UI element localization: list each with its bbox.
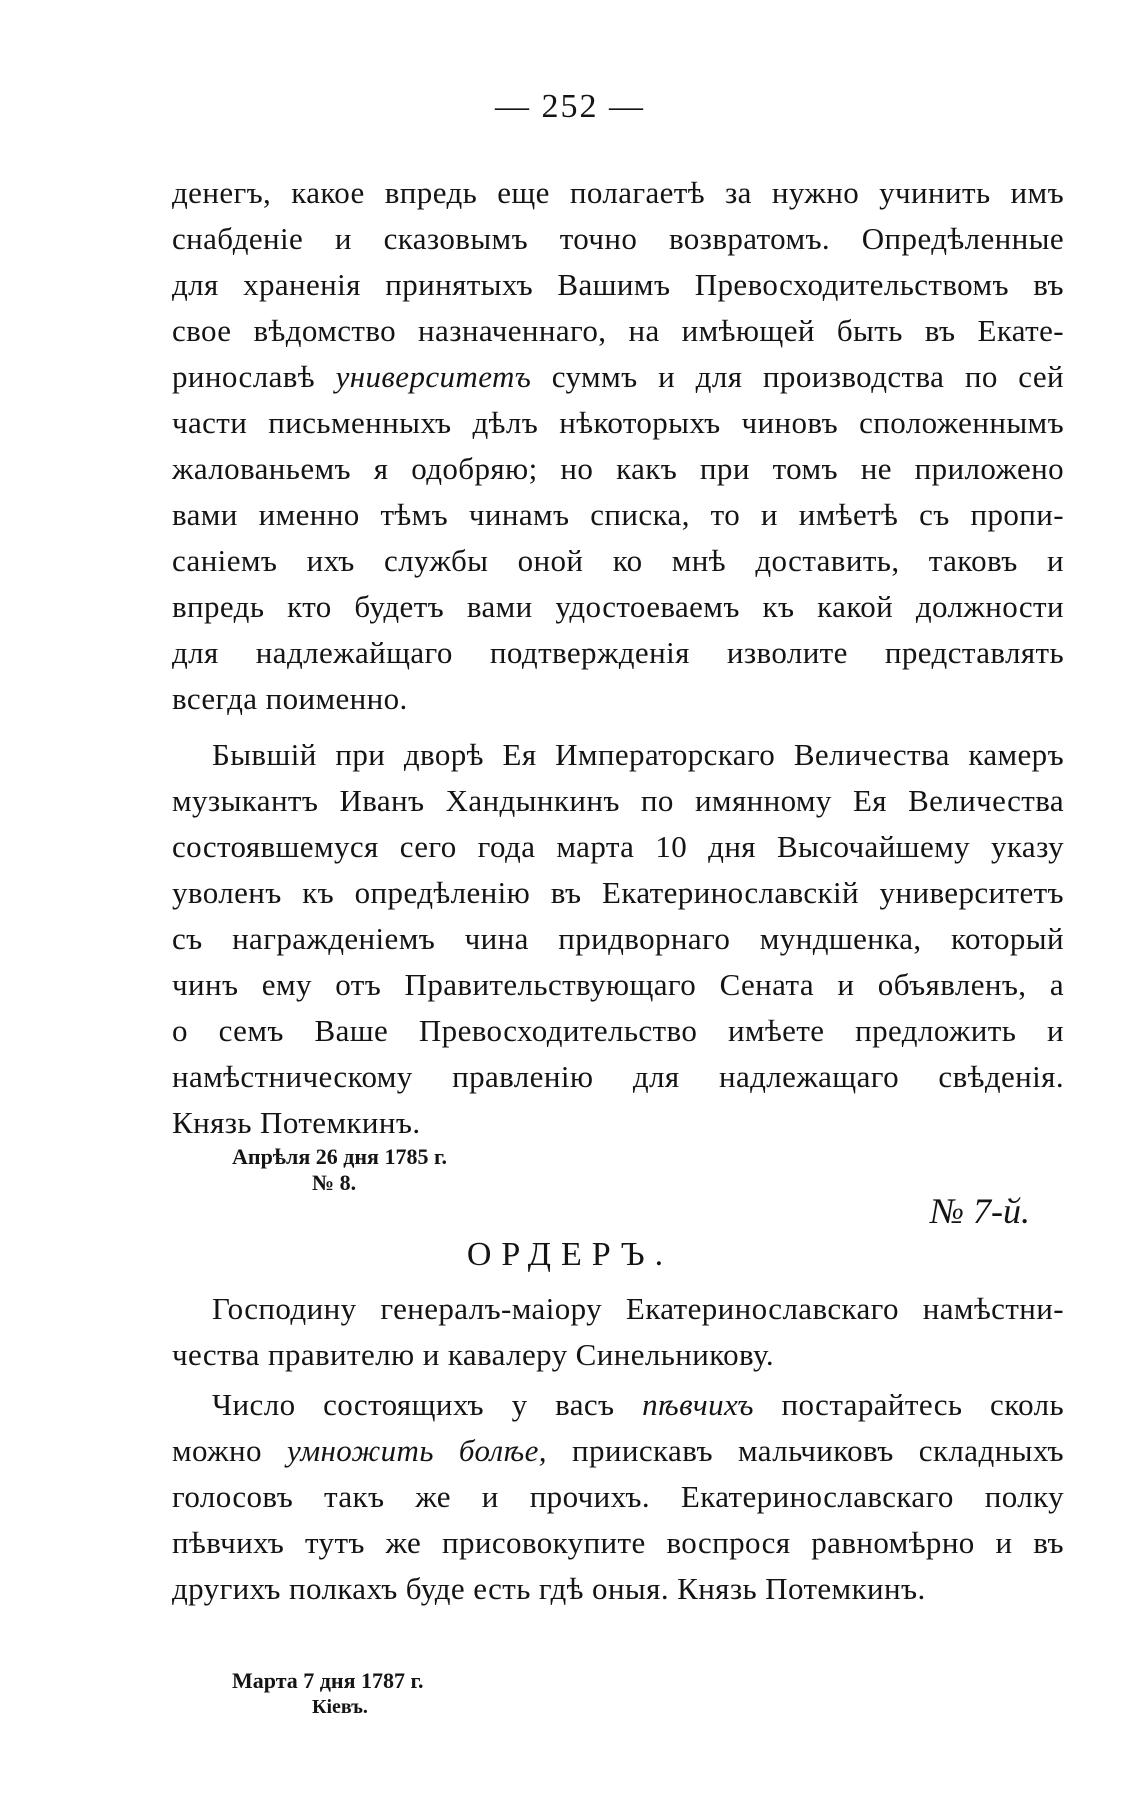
- text-line: чинъ ему отъ Правительствующаго Сената и объявленъ, а: [172, 967, 1064, 1002]
- text-line: пѣвчихъ тутъ же присовокупите воспрося равномѣрно и въ: [172, 1525, 1064, 1560]
- text-line: [172, 1428, 1064, 1474]
- text-segment: можно: [172, 1433, 287, 1468]
- text-line: другихъ полкахъ буде есть гдѣ оныя. Князь Потемкинъ.: [172, 1571, 926, 1606]
- order7-title: ОРДЕРЪ.: [466, 1236, 674, 1273]
- text-line: музыкантъ Иванъ Хандынкинъ по имянному Ея Величества: [172, 783, 1064, 818]
- text-line: съ награжденіемъ чина придворнаго мундшенка, который: [172, 921, 1064, 956]
- text-segment: постарайтесь сколь: [753, 1387, 1064, 1422]
- text-line: голосовъ такъ же и прочихъ. Екатеринославскаго полку: [172, 1479, 1064, 1514]
- text-segment: Число состоящихъ у васъ: [212, 1387, 643, 1422]
- text-line: Господину генералъ-маіору Екатеринославскаго намѣстни-: [212, 1291, 1064, 1326]
- page-number: — 252 —: [495, 88, 645, 125]
- text-line: чества правителю и кавалеру Синельникову.: [172, 1337, 774, 1372]
- italic-word: пѣвчихъ: [642, 1387, 754, 1422]
- text-line: жалованьемъ я одобряю; но какъ при томъ не приложено: [172, 451, 1064, 486]
- text-line: состоявшемуся сего года марта 10 дня Высочайшему указу: [172, 829, 1064, 864]
- order6-second-paragraph: [172, 732, 1064, 1146]
- text-line: для храненія принятыхъ Вашимъ Превосходительствомъ въ: [172, 267, 1064, 302]
- text-line: уволенъ къ опредѣленію въ Екатеринославскій университетъ: [172, 875, 1064, 910]
- text-line: [172, 1382, 1064, 1428]
- text-line: саніемъ ихъ службы оной ко мнѣ доставить, таковъ и: [172, 543, 1064, 578]
- text-line: части письменныхъ дѣлъ нѣкоторыхъ чиновъ сположеннымъ: [172, 405, 1064, 440]
- order6-continuation: [172, 170, 1064, 722]
- order7-text: [172, 1382, 1064, 1612]
- order7-number-label: № 7-й.: [930, 1191, 1030, 1231]
- signature-line: Князь Потемкинъ.: [172, 1105, 421, 1140]
- text-line: всегда поименно.: [172, 681, 408, 716]
- order6-date: Апрѣля 26 дня 1785 г.: [232, 1144, 447, 1169]
- text-segment: ринославѣ: [172, 359, 336, 394]
- italic-word: умножить болѣе,: [286, 1433, 547, 1468]
- order7-place: Кіевъ.: [312, 1696, 368, 1718]
- text-line: [172, 354, 1064, 400]
- text-line: снабденіе и сказовымъ точно возвратомъ. Опредѣленные: [172, 221, 1064, 256]
- text-line: свое вѣдомство назначеннаго, на имѣющей быть въ Екате-: [172, 313, 1064, 348]
- text-line: Бывшій при дворѣ Ея Императорскаго Величества камеръ: [212, 737, 1064, 772]
- text-segment: приискавъ мальчиковъ складныхъ: [546, 1433, 1064, 1468]
- order6-number: № 8.: [312, 1170, 357, 1195]
- text-line: намѣстническому правленію для надлежащаго свѣденія.: [172, 1059, 1064, 1094]
- order7-address: [172, 1286, 1064, 1378]
- text-line: для надлежайщаго подтвержденія изволите представлять: [172, 635, 1064, 670]
- order7-date: Марта 7 дня 1787 г.: [232, 1668, 424, 1693]
- text-line: вами именно тѣмъ чинамъ списка, то и имѣетѣ съ пропи-: [172, 497, 1064, 532]
- text-line: о семъ Ваше Превосходительство имѣете предложить и: [172, 1013, 1064, 1048]
- italic-word: университетъ: [335, 359, 532, 394]
- text-line: впредь кто будетъ вами удостоеваемъ къ какой должности: [172, 589, 1064, 624]
- text-segment: суммъ и для производства по сей: [531, 359, 1064, 394]
- text-line: денегъ, какое впредь еще полагаетѣ за нужно учинить имъ: [172, 175, 1064, 210]
